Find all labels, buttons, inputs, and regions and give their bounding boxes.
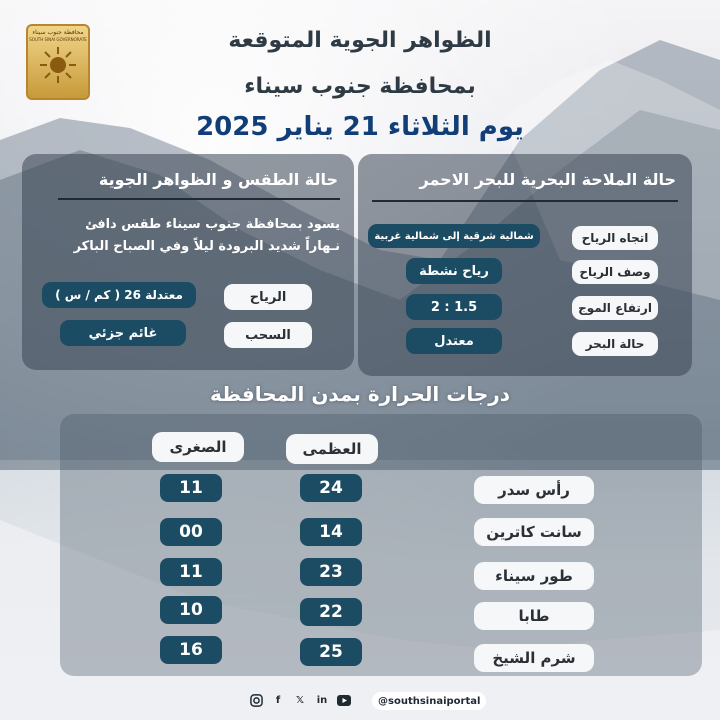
max-temp: 24 <box>300 474 362 502</box>
city-name: رأس سدر <box>474 476 594 504</box>
max-temp: 14 <box>300 518 362 546</box>
x-icon[interactable]: 𝕏 <box>295 694 305 706</box>
wind-direction-label: اتجاه الرياح <box>572 226 658 250</box>
logo-text: محافظة جنوب سيناء <box>32 29 84 36</box>
social-icons <box>248 692 352 708</box>
min-temp: 16 <box>160 636 222 664</box>
max-temp: 23 <box>300 558 362 586</box>
city-name: طابا <box>474 602 594 630</box>
logo-subtext: SOUTH SINAI GOVERNORATE <box>29 36 87 42</box>
wind-description-label: وصف الرياح <box>572 260 658 284</box>
marine-heading-divider <box>372 200 678 202</box>
max-temp: 25 <box>300 638 362 666</box>
youtube-icon[interactable] <box>336 692 352 708</box>
weather-heading-divider <box>58 198 340 200</box>
social-handle[interactable]: @southsinaiportal <box>372 692 486 710</box>
wave-height-value: 1.5 : 2 <box>406 294 502 320</box>
page-subtitle: بمحافظة جنوب سيناء <box>244 74 476 99</box>
weather-description-line1: يسود بمحافظة جنوب سيناء طقس دافئ <box>85 217 340 232</box>
min-temp: 11 <box>160 474 222 502</box>
page-title: الظواهر الجوية المتوقعة <box>228 28 492 53</box>
min-temp: 10 <box>160 596 222 624</box>
facebook-icon[interactable]: f <box>275 694 281 706</box>
forecast-date: يوم الثلاثاء 21 يناير 2025 <box>196 112 524 142</box>
max-temp: 22 <box>300 598 362 626</box>
wind-label: الرياح <box>224 284 312 310</box>
governorate-logo <box>26 24 90 100</box>
sea-state-label: حالة البحر <box>572 332 658 356</box>
wind-direction-value: شمالية شرقية إلى شمالية غربية <box>368 224 540 248</box>
city-name: شرم الشيخ <box>474 644 594 672</box>
wind-description-value: رياح نشطة <box>406 258 502 284</box>
clouds-label: السحب <box>224 322 312 348</box>
wind-value: معتدلة 26 ( كم / س ) <box>42 282 196 308</box>
linkedin-icon[interactable]: in <box>316 694 328 706</box>
temperatures-title: درجات الحرارة بمدن المحافظة <box>209 382 511 406</box>
min-temp: 11 <box>160 558 222 586</box>
marine-panel <box>358 154 692 376</box>
clouds-value: غائم جزئي <box>60 320 186 346</box>
weather-heading: حالة الطقس و الظواهر الجوية <box>98 170 338 189</box>
min-column-header: الصغرى <box>152 432 244 462</box>
min-temp: 00 <box>160 518 222 546</box>
weather-description-line2: نـهاراً شديد البرودة ليلاً وفي الصباح الباكر <box>73 239 340 254</box>
max-column-header: العظمى <box>286 434 378 464</box>
instagram-icon[interactable] <box>248 692 264 708</box>
city-name: طور سيناء <box>474 562 594 590</box>
city-name: سانت كاترين <box>474 518 594 546</box>
sun-emblem-icon <box>38 45 78 85</box>
marine-heading: حالة الملاحة البحرية للبحر الاحمر <box>419 170 676 189</box>
weather-panel <box>22 154 354 370</box>
wave-height-label: ارتفاع الموج <box>572 296 658 320</box>
sea-state-value: معتدل <box>406 328 502 354</box>
